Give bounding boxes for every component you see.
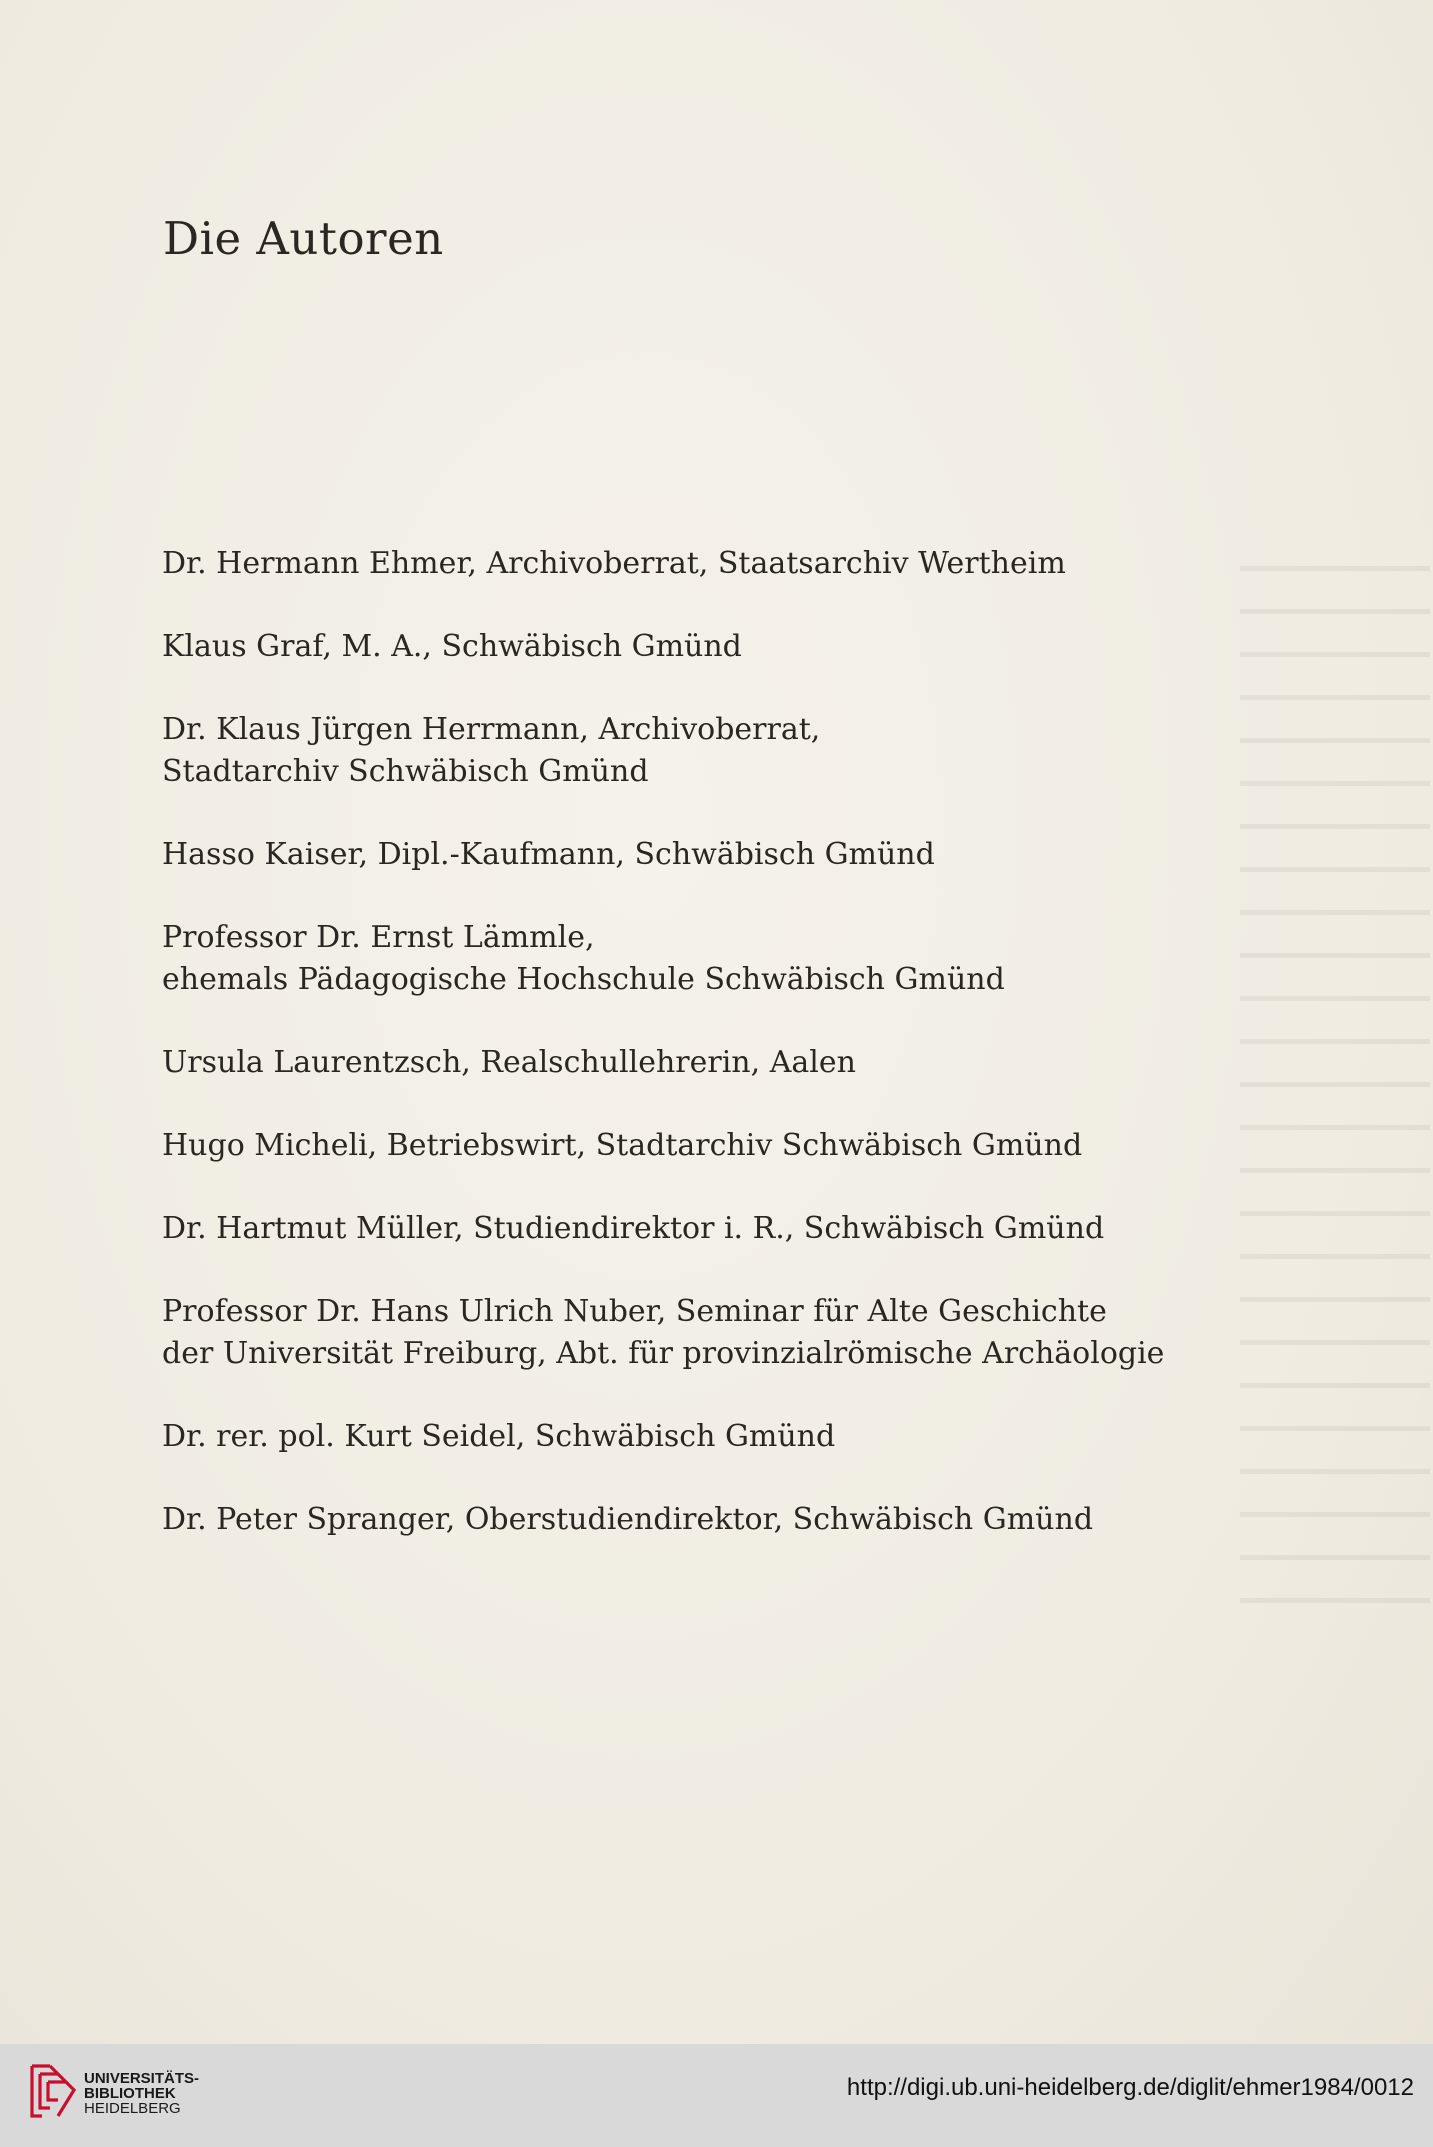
author-line: Professor Dr. Ernst Lämmle, <box>162 920 595 955</box>
author-entry <box>162 1125 1212 1167</box>
ub-heidelberg-logo-icon[interactable] <box>28 2060 80 2122</box>
author-line: Dr. rer. pol. Kurt Seidel, Schwäbisch Gmünd <box>162 1419 836 1454</box>
author-line: Dr. Peter Spranger, Oberstudiendirektor, Schwäbisch Gmünd <box>162 1502 1094 1537</box>
library-name-line: BIBLIOTHEK <box>84 2085 176 2102</box>
digitization-footer <box>0 2044 1433 2147</box>
author-entry <box>162 626 1212 668</box>
author-line: Klaus Graf, M. A., Schwäbisch Gmünd <box>162 629 742 664</box>
author-entry <box>162 543 1212 585</box>
author-entry <box>162 1499 1212 1541</box>
author-entry <box>162 1208 1212 1250</box>
author-line: Dr. Klaus Jürgen Herrmann, Archivoberrat, <box>162 712 821 747</box>
author-entry <box>162 1291 1212 1375</box>
author-line: Professor Dr. Hans Ulrich Nuber, Seminar für Alte Geschichte <box>162 1294 1107 1329</box>
library-name <box>84 2071 199 2116</box>
author-line: Dr. Hartmut Müller, Studiendirektor i. R., Schwäbisch Gmünd <box>162 1211 1105 1246</box>
page-title: Die Autoren <box>163 212 444 265</box>
library-name-line: HEIDELBERG <box>84 2100 181 2117</box>
author-line: ehemals Pädagogische Hochschule Schwäbisch Gmünd <box>162 962 1005 997</box>
author-entry <box>162 917 1212 1001</box>
author-line: der Universität Freiburg, Abt. für provinzialrömische Archäologie <box>162 1336 1165 1371</box>
library-name-line: UNIVERSITÄTS- <box>84 2070 200 2087</box>
permalink-url[interactable]: http://digi.ub.uni-heidelberg.de/diglit/ehmer1984/0012 <box>846 2074 1414 2101</box>
author-line: Hugo Micheli, Betriebswirt, Stadtarchiv Schwäbisch Gmünd <box>162 1128 1083 1163</box>
author-entry <box>162 1042 1212 1084</box>
author-line: Stadtarchiv Schwäbisch Gmünd <box>162 754 649 789</box>
author-line: Hasso Kaiser, Dipl.-Kaufmann, Schwäbisch Gmünd <box>162 837 935 872</box>
author-list <box>162 543 1212 1582</box>
bleed-through-texture <box>1240 540 1430 1640</box>
author-line: Ursula Laurentzsch, Realschullehrerin, Aalen <box>162 1045 856 1080</box>
author-entry <box>162 834 1212 876</box>
author-line: Dr. Hermann Ehmer, Archivoberrat, Staatsarchiv Wertheim <box>162 546 1066 581</box>
author-entry <box>162 709 1212 793</box>
author-entry <box>162 1416 1212 1458</box>
